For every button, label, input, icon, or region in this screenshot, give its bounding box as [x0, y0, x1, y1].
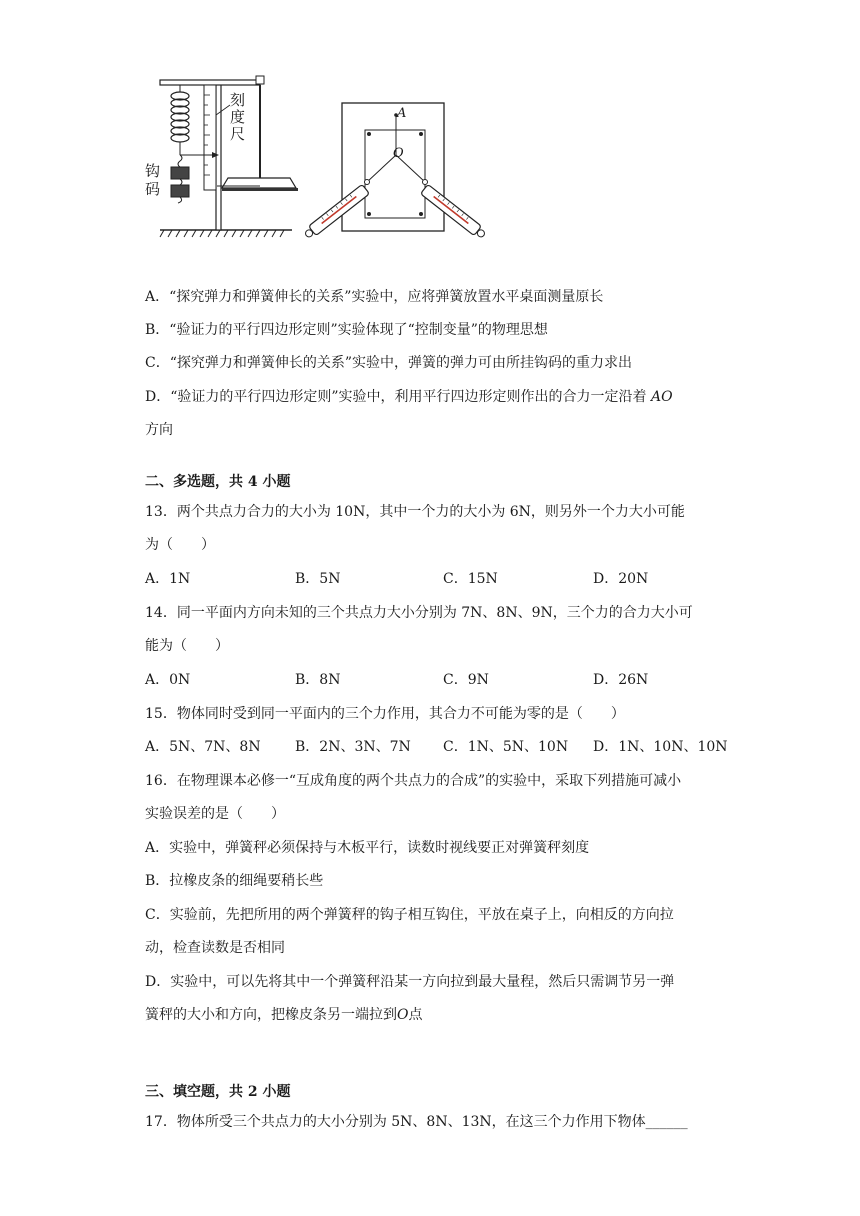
q14-stem: 14．同一平面内方向未知的三个共点力大小分别为 7N、8N、9N，三个力的合力大小可: [145, 605, 693, 621]
q13-stem-cont: 为（ ）: [145, 537, 215, 553]
q15-stem: 15．物体同时受到同一平面内的三个力作用，其合力不可能为零的是（ ）: [145, 706, 625, 722]
q14-option-a: A．0N: [145, 672, 191, 688]
q14-option-c: C．9N: [443, 672, 489, 688]
q14-option-d: D．26N: [593, 672, 649, 688]
q13-option-a: A．1N: [145, 571, 191, 587]
q13-option-b: B．5N: [295, 571, 341, 587]
q15-option-b: B．2N、3N、7N: [295, 739, 411, 755]
q12-option-d-var: AO: [651, 389, 673, 405]
q15-option-d: D．1N、10N、10N: [593, 739, 728, 755]
ruler-label: 刻度尺: [230, 91, 246, 143]
point-o-label: O: [393, 146, 404, 161]
q16-option-d-text: 簧秤的大小和方向，把橡皮条另一端拉到: [145, 1007, 397, 1023]
q14-option-b: B．8N: [295, 672, 341, 688]
q12-option-c: C．“探究弹力和弹簧伸长的关系”实验中，弹簧的弹力可由所挂钩码的重力求出: [145, 355, 633, 371]
q17-stem: 17．物体所受三个共点力的大小分别为 5N、8N、13N，在这三个力作用下物体______: [145, 1114, 688, 1130]
q16-option-c: C．实验前，先把所用的两个弹簧秤的钩子相互钩住，平放在桌子上，向相反的方向拉: [145, 907, 674, 923]
q14-stem-cont: 能为（ ）: [145, 638, 229, 654]
q13-stem: 13．两个共点力合力的大小为 10N，其中一个力的大小为 6N，则另外一个力大小可能: [145, 504, 685, 520]
q16-option-b: B．拉橡皮条的细绳要稍长些: [145, 873, 324, 889]
q16-stem: 16．在物理课本必修一“互成角度的两个共点力的合成”的实验中，采取下列措施可减小: [145, 773, 682, 789]
section-2-title: 二、多选题，共 4 小题: [145, 474, 291, 490]
spring-scale-figure: [140, 70, 300, 240]
q13-option-c: C．15N: [443, 571, 498, 587]
point-a-label: A: [397, 106, 407, 121]
q16-stem-cont: 实验误差的是（ ）: [145, 806, 285, 822]
q13-option-d: D．20N: [593, 571, 649, 587]
q16-option-d: D．实验中，可以先将其中一个弹簧秤沿某一方向拉到最大量程，然后只需调节另一弹: [145, 974, 675, 990]
q16-option-a: A．实验中，弹簧秤必须保持与木板平行，读数时视线要正对弹簧秤刻度: [145, 840, 590, 856]
weights-label: 钩码: [145, 162, 161, 198]
q12-option-a: A．“探究弹力和弹簧伸长的关系”实验中，应将弹簧放置水平桌面测量原长: [145, 289, 604, 305]
q16-option-d-end: 点: [408, 1007, 423, 1023]
section-3-title: 三、填空题，共 2 小题: [145, 1084, 291, 1100]
q12-option-d-text: D．“验证力的平行四边形定则”实验中，利用平行四边形定则作出的合力一定沿着: [145, 389, 647, 405]
q16-option-d-cont: [145, 1005, 422, 1025]
q12-option-b: B．“验证力的平行四边形定则”实验体现了“控制变量”的物理思想: [145, 322, 548, 338]
q15-option-a: A．5N、7N、8N: [145, 739, 261, 755]
q16-option-c-cont: 动，检查读数是否相同: [145, 940, 285, 956]
q12-option-d: [145, 387, 673, 407]
force-board-figure: [305, 100, 485, 240]
q15-option-c: C．1N、5N、10N: [443, 739, 569, 755]
q16-option-d-var: O: [397, 1007, 409, 1023]
q12-option-d-cont: 方向: [145, 422, 173, 438]
